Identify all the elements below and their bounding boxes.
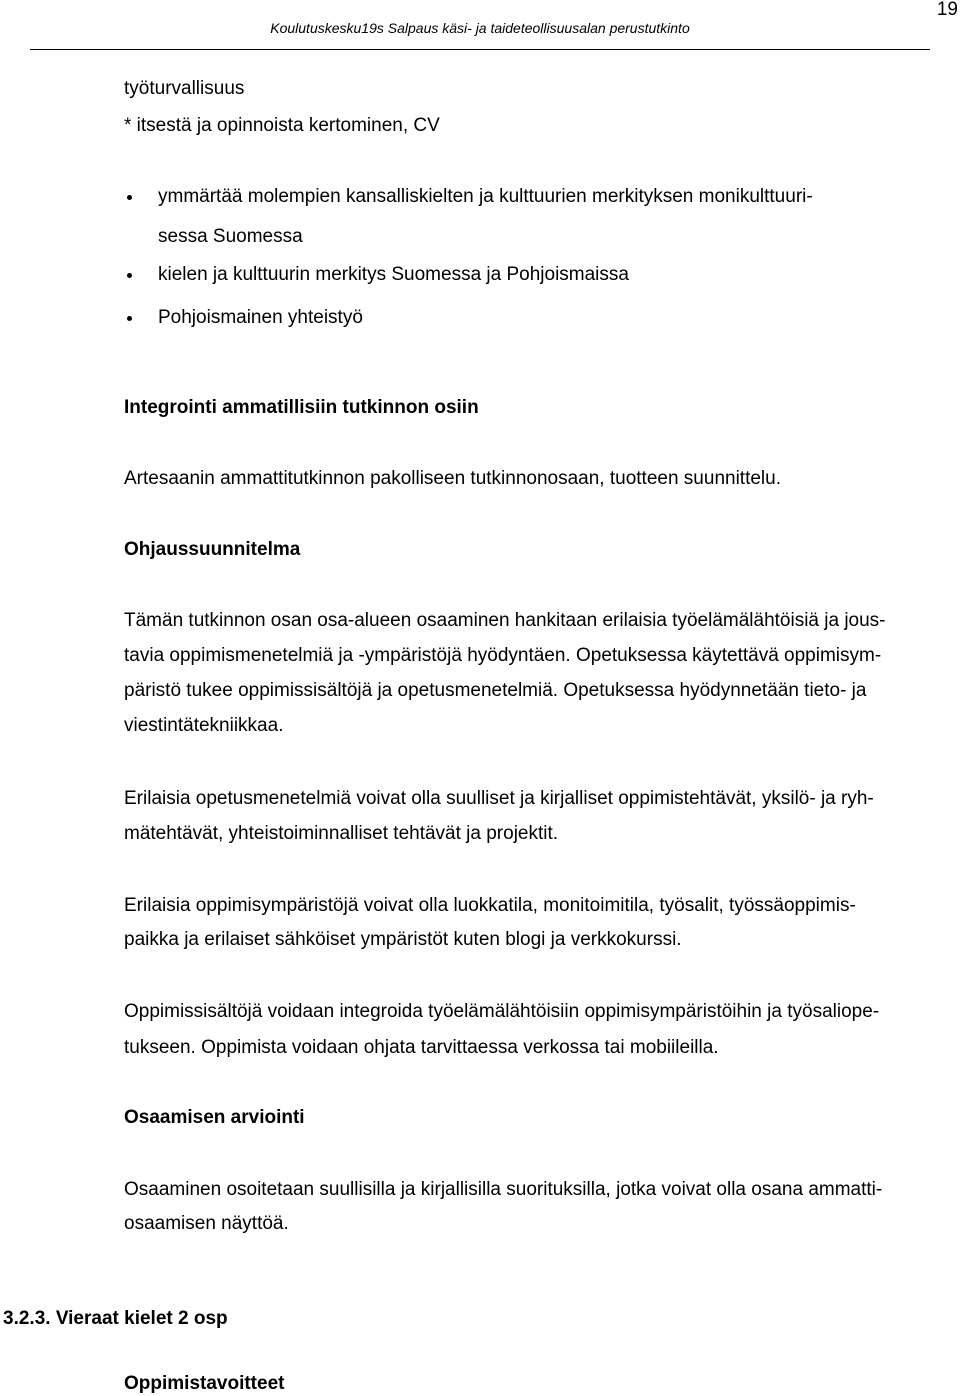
- section-heading: Oppimistavoitteet: [124, 1373, 285, 1394]
- running-header: Koulutuskesku19s Salpaus käsi- ja taideteollisuusalan perustutkinto: [270, 20, 690, 36]
- paragraph-line: mätehtävät, yhteistoiminnalliset tehtävät ja projektit.: [124, 823, 559, 844]
- paragraph-line: viestintätekniikkaa.: [124, 715, 284, 736]
- intro-line: * itsestä ja opinnoista kertominen, CV: [124, 115, 440, 136]
- section-heading: Osaamisen arviointi: [124, 1107, 305, 1128]
- bullet-item: [124, 263, 944, 287]
- bullet-icon: [124, 263, 136, 287]
- paragraph-line: paikka ja erilaiset sähköiset ympäristöt kuten blogi ja verkkokurssi.: [124, 929, 682, 950]
- paragraph-line: osaamisen näyttöä.: [124, 1213, 289, 1234]
- paragraph-line: Erilaisia opetusmenetelmiä voivat olla suulliset ja kirjalliset oppimistehtävät, yksilö- ja ryh-: [124, 788, 874, 809]
- paragraph-line: päristö tukee oppimissisältöjä ja opetusmenetelmiä. Opetuksessa hyödynnetään tieto- ja: [124, 680, 867, 701]
- section-heading: Ohjaussuunnitelma: [124, 539, 301, 560]
- bullet-text: ymmärtää molempien kansalliskielten ja kulttuurien merkityksen monikulttuuri-: [158, 186, 813, 207]
- paragraph-line: tavia oppimismenetelmiä ja -ympäristöjä hyödyntäen. Opetuksessa käytettävä oppimisym-: [124, 645, 882, 666]
- paragraph-line: Osaaminen osoitetaan suullisilla ja kirjallisilla suorituksilla, jotka voivat olla osana ammatti-: [124, 1179, 883, 1200]
- bullet-text: Pohjoismainen yhteistyö: [158, 307, 363, 328]
- bullet-icon: [124, 306, 136, 330]
- paragraph-line: Tämän tutkinnon osan osa-alueen osaaminen hankitaan erilaisia työelämälähtöisiä ja jous-: [124, 610, 886, 631]
- bullet-text: sessa Suomessa: [158, 226, 303, 247]
- section-heading: Integrointi ammatillisiin tutkinnon osiin: [124, 397, 479, 418]
- bullet-icon: [124, 185, 136, 209]
- bullet-item: [124, 185, 944, 255]
- body-text: Artesaanin ammattitutkinnon pakolliseen tutkinnonosaan, tuotteen suunnittelu.: [124, 468, 781, 489]
- paragraph-line: Erilaisia oppimisympäristöjä voivat olla luokkatila, monitoimitila, työsalit, työssäoppimis-: [124, 895, 856, 916]
- bullet-text: kielen ja kulttuurin merkitys Suomessa ja Pohjoismaissa: [158, 264, 629, 285]
- paragraph-line: Oppimissisältöjä voidaan integroida työelämälähtöisiin oppimisympäristöihin ja työsaliope-: [124, 1001, 880, 1022]
- paragraph-line: tukseen. Oppimista voidaan ohjata tarvittaessa verkossa tai mobiileilla.: [124, 1037, 719, 1058]
- page-number: 19: [936, 0, 958, 20]
- bullet-item: [124, 306, 944, 330]
- intro-line: työturvallisuus: [124, 78, 245, 99]
- chapter-heading: 3.2.3. Vieraat kielet 2 osp: [3, 1308, 228, 1329]
- header-rule: [30, 49, 930, 50]
